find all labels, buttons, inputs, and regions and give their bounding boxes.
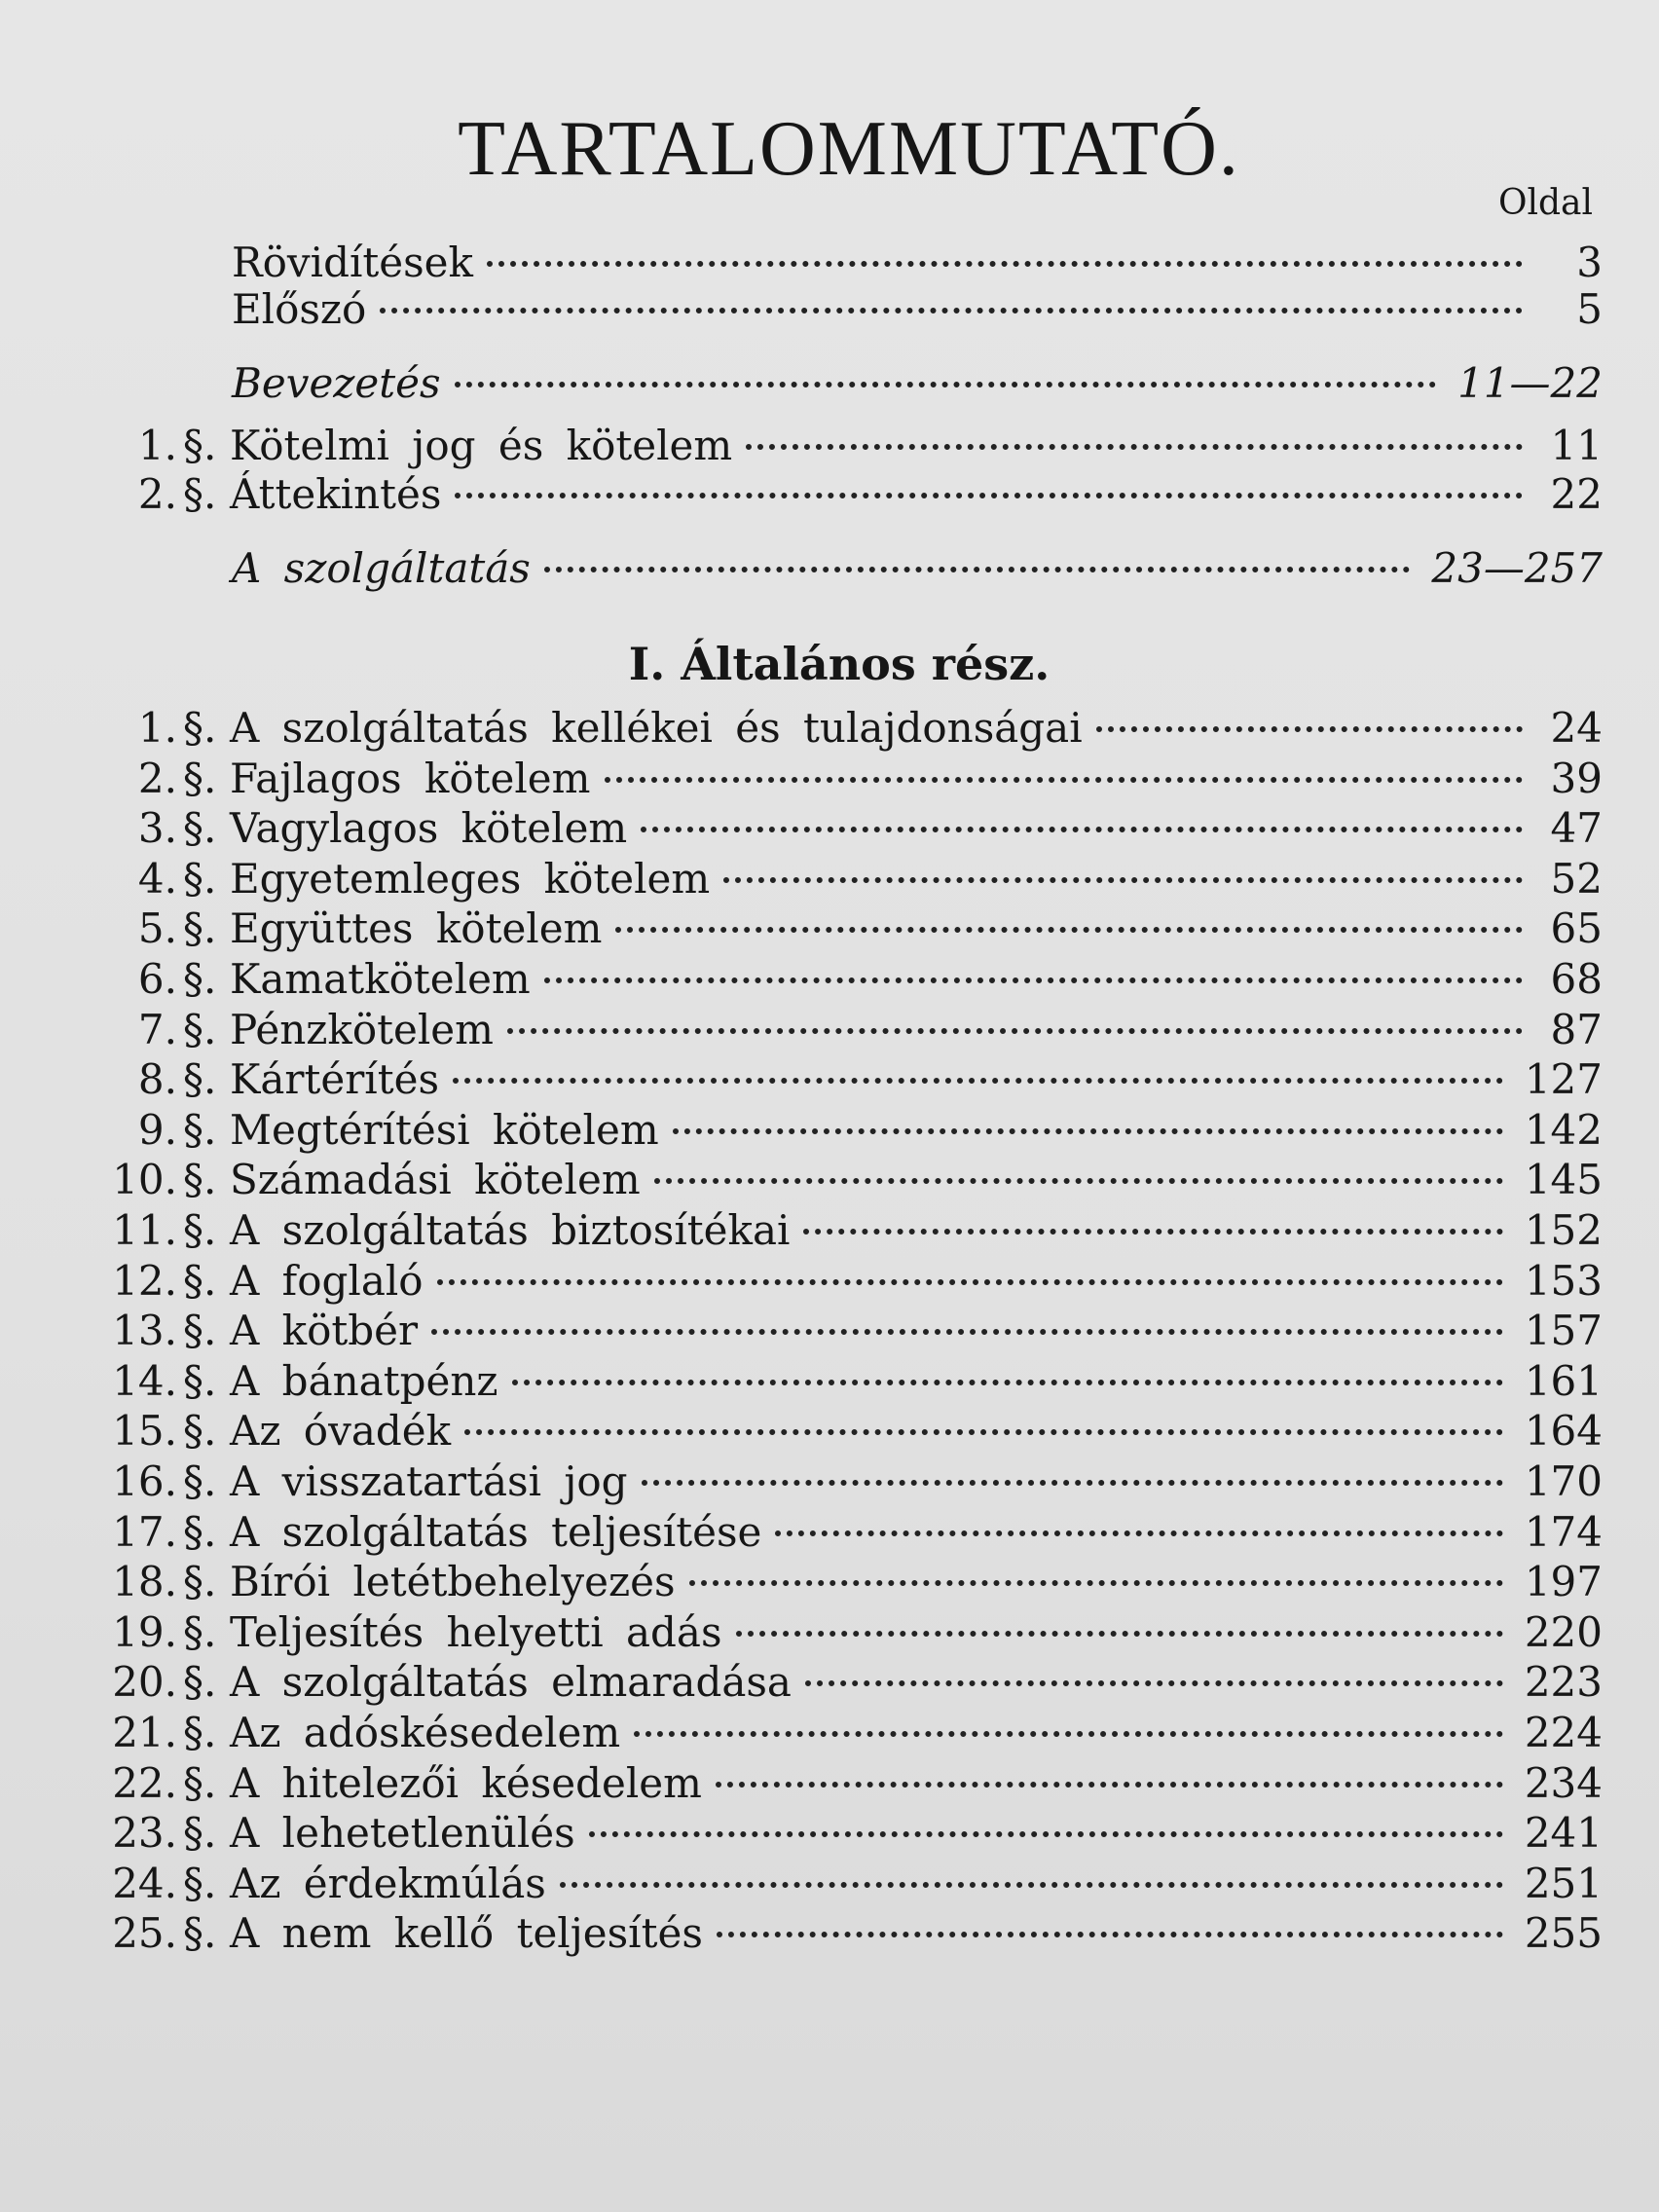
toc-row [0,543,1659,594]
section-number: 23. [112,1809,177,1857]
toc-entry [230,1205,1603,1256]
section-number: 22. [112,1759,177,1807]
entry-title: A nem kellő teljesítés [230,1909,703,1957]
dot-leader [464,1429,1503,1435]
section-number: 6. [137,955,177,1003]
toc-entry [230,1456,1603,1507]
section-number: 1. [137,704,177,752]
section-number: 14. [112,1357,177,1405]
toc-row [0,1306,1659,1356]
entry-title: Az óvadék [230,1407,452,1455]
toc-entry [232,358,1603,409]
dot-leader [544,977,1523,983]
toc-entry [230,803,1603,854]
dot-leader [1096,726,1523,732]
section-number: 7. [137,1006,177,1053]
toc-entry [230,703,1603,754]
section-sign: §. [183,704,217,752]
entry-title: A visszatartási jog [230,1457,628,1505]
toc-entry [230,1054,1603,1105]
toc-entry [232,284,1603,335]
section-number: 4. [137,855,177,903]
dot-leader [431,1329,1503,1335]
toc-entry [230,469,1603,520]
dot-leader [455,382,1437,387]
section-number: 2. [137,470,177,518]
dot-leader [512,1380,1503,1385]
entry-title: Előszó [232,285,367,333]
entry-title: Fajlagos kötelem [230,755,591,802]
entry-title: Pénzkötelem [230,1006,494,1053]
entry-title: A szolgáltatás kellékei és tulajdonságai [230,704,1083,752]
entry-title: Vagylagos kötelem [230,804,628,852]
dot-leader [615,927,1523,933]
toc-row [0,754,1659,804]
toc-row [0,1256,1659,1307]
page-number: 11—22 [1457,359,1603,407]
page-number: 251 [1524,1860,1603,1907]
dot-leader [775,1530,1502,1536]
toc-entry [230,1507,1603,1558]
page-number: 170 [1524,1457,1603,1505]
page-number: 174 [1524,1508,1603,1556]
toc-row [0,1205,1659,1256]
toc-row [0,1557,1659,1607]
toc-row [0,1859,1659,1909]
section-number: 3. [137,804,177,852]
entry-title: Az érdekmúlás [230,1860,546,1907]
section-number: 13. [112,1307,177,1354]
dot-leader [605,777,1524,783]
toc-entry [230,1808,1603,1859]
entry-title: A szolgáltatás [232,544,531,592]
toc-entry [230,1256,1603,1307]
entry-title: Rövidítések [232,239,473,286]
toc-entry [232,238,1603,288]
page-number: 5 [1576,285,1603,333]
toc-entry [230,1908,1603,1959]
dot-leader [803,1229,1502,1235]
toc-row [0,1356,1659,1407]
entry-title: Az adóskésedelem [230,1709,621,1756]
toc-row [0,421,1659,471]
page-number: 224 [1524,1709,1603,1756]
page-number: 23—257 [1431,544,1603,592]
section-sign: §. [183,1457,217,1505]
toc-row [0,803,1659,854]
toc-entry [230,754,1603,804]
section-number: 21. [112,1709,177,1756]
section-number: 5. [137,904,177,952]
section-sign: §. [183,1407,217,1455]
section-sign: §. [183,1809,217,1857]
section-number: 11. [112,1206,177,1254]
dot-leader [507,1028,1523,1034]
page-number: 197 [1524,1558,1603,1605]
page-number: 52 [1550,855,1603,903]
page-number: 234 [1524,1759,1603,1807]
section-number: 17. [112,1508,177,1556]
section-sign: §. [183,422,217,469]
toc-entry [230,1607,1603,1658]
entry-title: A szolgáltatás elmaradása [230,1658,792,1706]
toc-entry [230,1557,1603,1607]
toc-entry [230,1758,1603,1809]
entry-title: Egyetemleges kötelem [230,855,711,903]
page-number: 153 [1524,1257,1603,1305]
page-number: 3 [1576,239,1603,286]
entry-title: Bevezetés [232,359,441,407]
section-number: 2. [137,755,177,802]
toc-entry [230,1306,1603,1356]
section-number: 24. [112,1860,177,1907]
toc-entry [230,1105,1603,1156]
section-sign: §. [183,855,217,903]
section-sign: §. [183,1658,217,1706]
dot-leader [654,1178,1503,1184]
toc-row [0,1657,1659,1708]
entry-title: A szolgáltatás biztosítékai [230,1206,791,1254]
entry-title: A bánatpénz [230,1357,498,1405]
page-number: 145 [1524,1156,1603,1203]
dot-leader [716,1782,1503,1788]
toc-row [0,1005,1659,1055]
section-number: 9. [137,1106,177,1154]
section-sign: §. [183,1006,217,1053]
entry-title: A szolgáltatás teljesítése [230,1508,762,1556]
section-sign: §. [183,1206,217,1254]
toc-entry [230,1657,1603,1708]
toc-entry [230,1005,1603,1055]
page-number: 39 [1550,755,1603,802]
toc-row [0,1908,1659,1959]
section-sign: §. [183,1909,217,1957]
page-number: 223 [1524,1658,1603,1706]
page-number: 255 [1524,1909,1603,1957]
entry-title: A hitelezői késedelem [230,1759,702,1807]
entry-title: Együttes kötelem [230,904,603,952]
toc-row [0,1808,1659,1859]
section-sign: §. [183,955,217,1003]
entry-title: A lehetetlenülés [230,1809,575,1857]
dot-leader [487,261,1523,267]
entry-title: Kártérítés [230,1055,440,1103]
toc-row [0,1607,1659,1658]
section-number: 25. [112,1909,177,1957]
toc-row [0,284,1659,335]
page-number: 11 [1550,422,1603,469]
section-number: 8. [137,1055,177,1103]
toc-row [0,238,1659,288]
section-number: 16. [112,1457,177,1505]
entry-title: A foglaló [230,1257,424,1305]
page-number: 22 [1550,470,1603,518]
toc-entry [230,954,1603,1005]
toc-entry [230,903,1603,954]
page-number: 87 [1550,1006,1603,1053]
toc-entry [230,1406,1603,1456]
dot-leader [805,1680,1503,1686]
entry-title: Áttekintés [230,470,442,518]
toc-row [0,954,1659,1005]
dot-leader [689,1580,1503,1586]
page-number: 65 [1550,904,1603,952]
toc-row [0,1054,1659,1105]
toc-row [0,703,1659,754]
page-number: 68 [1550,955,1603,1003]
entry-title: Kötelmi jog és kötelem [230,422,733,469]
toc-row [0,1456,1659,1507]
section-sign: §. [183,1759,217,1807]
toc-entry [230,1708,1603,1758]
page-column-header: Oldal [1497,183,1593,223]
section-sign: §. [183,1307,217,1354]
dot-leader [437,1279,1503,1285]
toc-row [0,903,1659,954]
section-sign: §. [183,1055,217,1103]
page-number: 142 [1524,1106,1603,1154]
page-number: 152 [1524,1206,1603,1254]
page-number: 220 [1524,1608,1603,1656]
toc-row [0,1155,1659,1205]
dot-leader [560,1882,1503,1888]
dot-leader [746,444,1523,450]
dot-leader [634,1731,1503,1737]
section-sign: §. [183,470,217,518]
entry-title: A kötbér [230,1307,419,1354]
toc-entry [230,1356,1603,1407]
page-number: 241 [1524,1809,1603,1857]
section-sign: §. [183,1508,217,1556]
toc-row [0,358,1659,409]
toc-row [0,1758,1659,1809]
entry-title: Megtérítési kötelem [230,1106,659,1154]
dot-leader [717,1932,1503,1937]
dot-leader [736,1631,1503,1637]
page-number: 161 [1524,1357,1603,1405]
section-number: 1. [137,422,177,469]
toc-entry [230,854,1603,904]
toc-row [0,469,1659,520]
dot-leader [455,493,1523,498]
dot-leader [642,1480,1503,1486]
section-number: 20. [112,1658,177,1706]
section-heading: I. Általános rész. [628,638,1051,690]
dot-leader [453,1078,1503,1084]
section-sign: §. [183,1860,217,1907]
page-title: TARTALOMMUTATÓ. [458,106,1240,192]
toc-entry [230,421,1603,471]
page-number: 24 [1550,704,1603,752]
section-sign: §. [183,755,217,802]
dot-leader [673,1128,1503,1134]
dot-leader [544,567,1411,572]
entry-title: Kamatkötelem [230,955,531,1003]
dot-leader [723,877,1523,883]
toc-row [0,1406,1659,1456]
section-number: 19. [112,1608,177,1656]
section-sign: §. [183,1357,217,1405]
section-number: 12. [112,1257,177,1305]
toc-entry [230,1859,1603,1909]
toc-row [0,1708,1659,1758]
section-sign: §. [183,1106,217,1154]
section-sign: §. [183,804,217,852]
toc-row [0,1105,1659,1156]
dot-leader [641,827,1523,832]
section-sign: §. [183,1558,217,1605]
page-number: 127 [1524,1055,1603,1103]
toc-entry [230,1155,1603,1205]
page-number: 47 [1550,804,1603,852]
dot-leader [380,308,1523,313]
section-sign: §. [183,1608,217,1656]
entry-title: Bírói letétbehelyezés [230,1558,676,1605]
toc-row [0,1507,1659,1558]
section-number: 15. [112,1407,177,1455]
section-sign: §. [183,904,217,952]
page-number: 157 [1524,1307,1603,1354]
section-sign: §. [183,1156,217,1203]
section-sign: §. [183,1257,217,1305]
section-number: 18. [112,1558,177,1605]
section-sign: §. [183,1709,217,1756]
entry-title: Számadási kötelem [230,1156,641,1203]
section-number: 10. [112,1156,177,1203]
toc-row [0,854,1659,904]
dot-leader [589,1831,1503,1837]
entry-title: Teljesítés helyetti adás [230,1608,722,1656]
page-number: 164 [1524,1407,1603,1455]
toc-entry [232,543,1603,594]
